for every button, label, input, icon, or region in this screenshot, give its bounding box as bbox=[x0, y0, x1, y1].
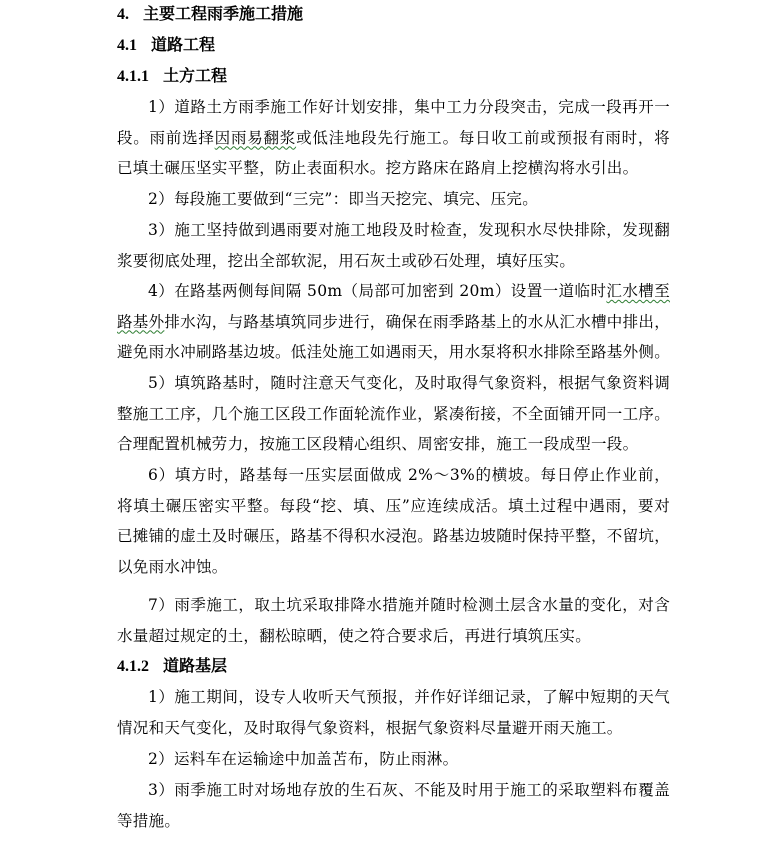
paragraph-text: 4）在路基两侧每间隔 50m（局部可加密到 20m）设置一道临时 bbox=[148, 282, 607, 300]
subsubsection-heading-road-base bbox=[117, 656, 227, 677]
section-number: 4. bbox=[117, 6, 129, 23]
paragraph-base-2: 2）运料车在运输途中加盖苫布，防止雨淋。 bbox=[148, 750, 459, 768]
paragraph-base-1: 1）施工期间，设专人收听天气预报，并作好详细记录，了解中短期的天气情况和天气变化，及时取得气象资料，根据气象资料尽量避开雨天施工。 bbox=[117, 688, 670, 737]
subsubsection-number: 4.1.2 bbox=[117, 658, 149, 675]
subsection-heading-road bbox=[117, 35, 215, 56]
paragraph-earthwork-2: 2）每段施工要做到“三完”：即当天挖完、填完、压完。 bbox=[148, 190, 539, 208]
grammar-marked-text: 汇水槽至路基外 bbox=[117, 282, 670, 331]
section-title: 主要工程雨季施工措施 bbox=[143, 4, 304, 23]
paragraph-earthwork-5: 5）填筑路基时，随时注意天气变化，及时取得气象资料，根据气象资料调整施工工序，几个施工区段工作面轮流作业，紧凑衔接，不全面铺开同一工序。合理配置机械劳力，按施工区段精心组织、周密安排，施工一段成型一段。 bbox=[117, 374, 671, 454]
subsubsection-title: 土方工程 bbox=[163, 66, 228, 85]
paragraph-text: 排水沟，与路基填筑同步进行，确保在雨季路基上的水从汇水槽中排出，避免雨水冲刷路基边坡。低洼处施工如遇雨天，用水泵将积水排除至路基外侧。 bbox=[117, 312, 671, 362]
section-heading bbox=[117, 4, 303, 25]
paragraph-earthwork-4 bbox=[117, 276, 670, 368]
paragraph-earthwork-3: 3）施工坚持做到遇雨要对施工地段及时检查，发现积水尽快排除，发现翻浆要彻底处理，挖出全部软泥，用石灰土或砂石处理，填好压实。 bbox=[117, 221, 670, 270]
grammar-marked-text: 因雨易翻浆 bbox=[214, 128, 297, 147]
paragraph-earthwork-1 bbox=[117, 92, 670, 184]
paragraph-text: 或低洼地段先行施工。每日收工前或预报有雨时，将已填土碾压坚实平整，防止表面积水。挖方路床在路肩上挖横沟将水引出。 bbox=[117, 128, 670, 178]
subsubsection-title: 道路基层 bbox=[163, 656, 228, 675]
subsubsection-number: 4.1.1 bbox=[117, 68, 149, 85]
paragraph-base-3: 3）雨季施工时对场地存放的生石灰、不能及时用于施工的采取塑料布覆盖等措施。 bbox=[117, 781, 670, 830]
subsection-title: 道路工程 bbox=[151, 35, 216, 54]
paragraph-earthwork-6: 6）填方时，路基每一压实层面做成 2%～3%的横坡。每日停止作业前，将填土碾压密实平整。每段“挖、填、压”应连续成活。填土过程中遇雨，要对已摊铺的虚土及时碾压，路基不得积水浸泡。路基边坡随时保持平整，不留坑，以免雨水冲蚀。 bbox=[117, 466, 671, 576]
paragraph-earthwork-7: 7）雨季施工，取土坑采取排降水措施并随时检测土层含水量的变化，对含水量超过规定的土，翻松晾晒，使之符合要求后，再进行填筑压实。 bbox=[117, 596, 670, 645]
subsection-number: 4.1 bbox=[117, 37, 137, 54]
paragraph-text: 1）道路土方雨季施工作好计划安排，集中工力分段突击，完成一段再开一段。雨前选择 bbox=[117, 98, 670, 147]
subsubsection-heading-earthwork bbox=[117, 66, 227, 87]
